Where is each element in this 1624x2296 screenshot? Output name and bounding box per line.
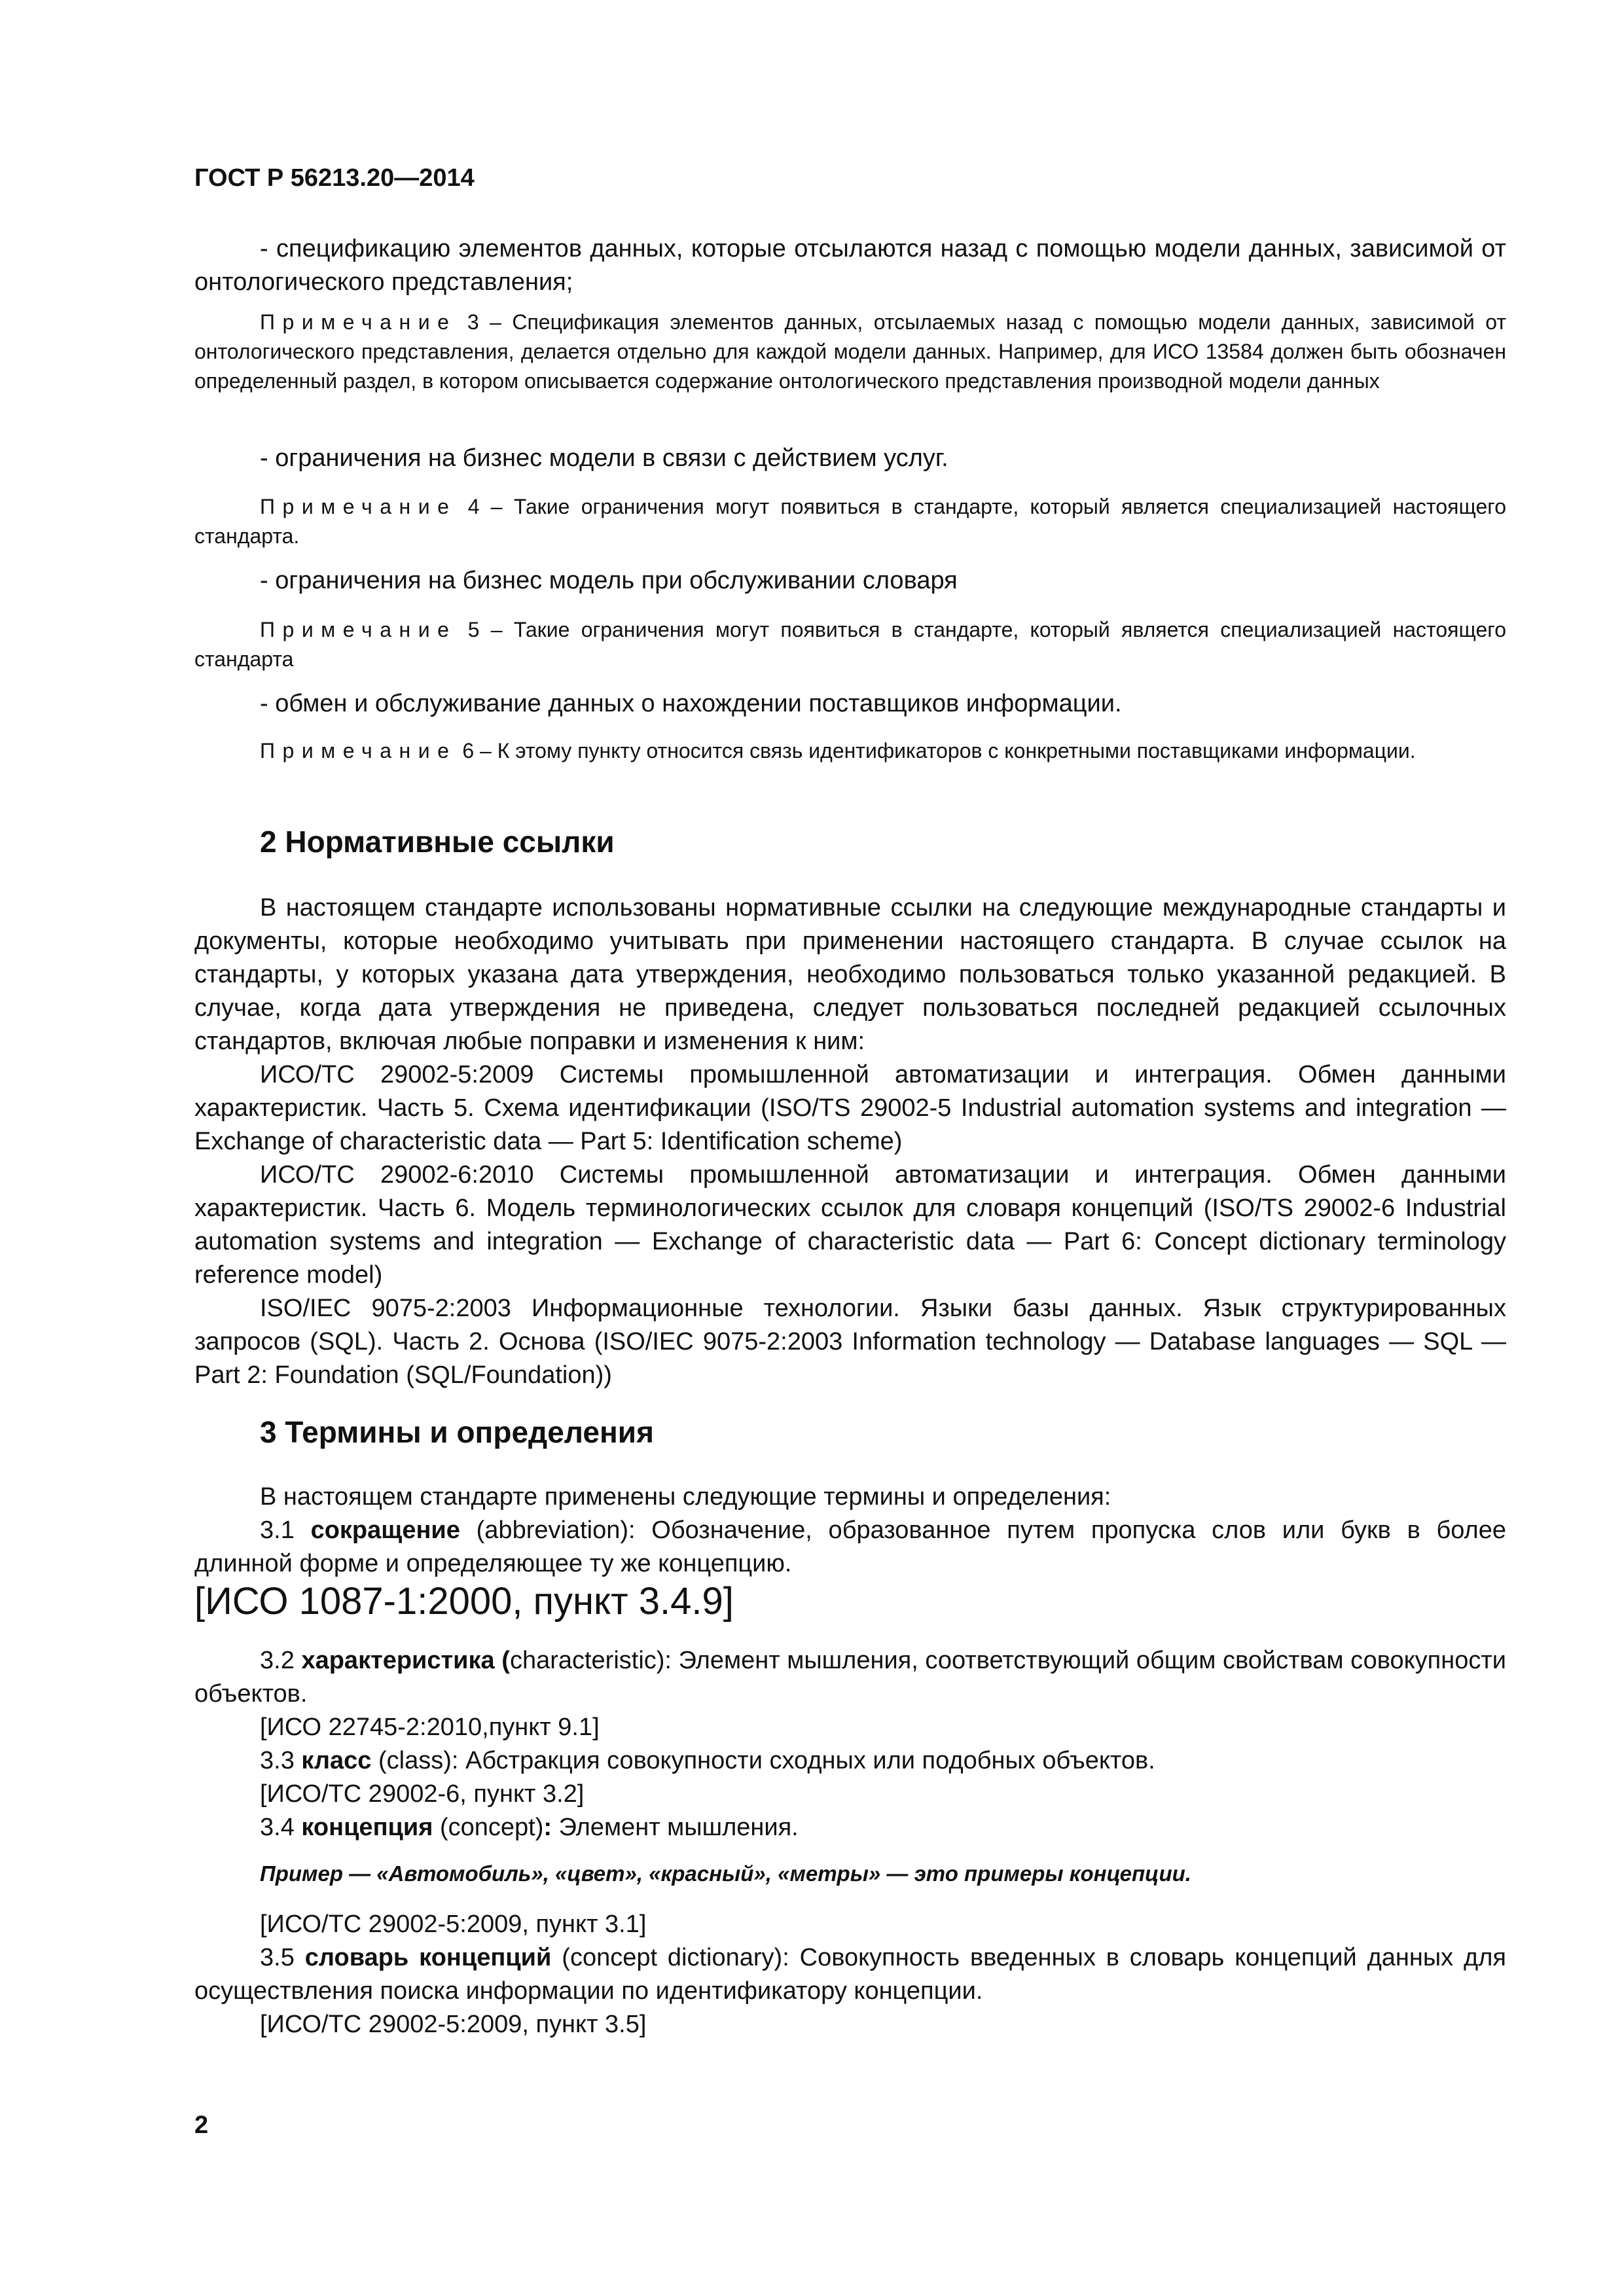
term-number: 3.1 [260, 1516, 311, 1544]
term-colon: : [543, 1814, 552, 1841]
term-3-4-source: [ИСО/ТС 29002-5:2009, пункт 3.1] [260, 1910, 647, 1938]
list-item-business-services: - ограничения на бизнес модели в связи с действием услуг. [260, 444, 948, 472]
term-3-3 [194, 1744, 1506, 1778]
list-item-business-dictionary: - ограничения на бизнес модель при обслуживании словаря [260, 567, 958, 594]
term-3-5 [194, 1941, 1506, 2008]
note-label: Примечание [260, 495, 457, 518]
page-number: 2 [194, 2111, 209, 2139]
term-3-2-source: [ИСО 22745-2:2010,пункт 9.1] [260, 1713, 600, 1741]
term-name: характеристика ( [301, 1647, 510, 1674]
term-3-5-source: [ИСО/ТС 29002-5:2009, пункт 3.5] [260, 2011, 647, 2038]
reference-item: ИСО/ТС 29002-6:2010 Системы промышленной автоматизации и интеграция. Обмен данными характеристик. Часть 6. Модель терминологических ссылок для словаря концепций (ISO/TS 29002-6 Industrial automation systems and integration — Exchange of characteristic data — Part 6: Concept dictionary terminology reference model) [194, 1161, 1506, 1289]
term-definition-open: (concept) [433, 1814, 544, 1841]
term-number: 3.2 [260, 1647, 302, 1674]
list-item-data-spec: - спецификацию элементов данных, которые отсылаются назад с помощью модели данных, зависимой от онтологического представления; [194, 235, 1506, 296]
note-5 [194, 615, 1506, 674]
reference-item: ИСО/ТС 29002-5:2009 Системы промышленной автоматизации и интеграция. Обмен данными характеристик. Часть 5. Схема идентификации (ISO/TS 29002-5 Industrial automation systems and integration — Exchange of characteristic data — Part 5: Identification scheme) [194, 1061, 1506, 1155]
term-name: сокращение [310, 1516, 460, 1544]
term-3-4 [194, 1811, 1506, 1844]
standard-code: ГОСТ Р 56213.20—2014 [194, 164, 475, 192]
reference-item: ISO/IEC 9075-2:2003 Информационные технологии. Языки базы данных. Язык структурированных запросов (SQL). Часть 2. Основа (ISO/IEC 9075-2:2003 Information technology — Database languages — SQL — Part 2: Foundation (SQL/Foundation)) [194, 1295, 1506, 1389]
section-3-intro: В настоящем стандарте применены следующие термины и определения: [260, 1483, 1111, 1511]
section-3-heading: 3 Термины и определения [260, 1415, 654, 1449]
term-3-2 [194, 1644, 1506, 1711]
list-item-suppliers-data: - обмен и обслуживание данных о нахождении поставщиков информации. [260, 690, 1122, 717]
term-definition: (concept dictionary): Совокупность введенных в словарь концепций данных для осуществления поиска информации по идентификатору концепции. [194, 1944, 1506, 2005]
term-3-3-source: [ИСО/ТС 29002-6, пункт 3.2] [260, 1780, 585, 1808]
term-number: 3.4 [260, 1814, 302, 1841]
term-3-1-source: [ИСО 1087-1:2000, пункт 3.4.9] [194, 1580, 734, 1623]
note-text: 6 – К этому пункту относится связь идентификаторов с конкретными поставщиками информации. [456, 739, 1416, 762]
note-4 [194, 492, 1506, 551]
term-name: словарь концепций [304, 1944, 552, 1971]
note-text: 4 – Такие ограничения могут появиться в стандарте, который является специализацией настоящего стандарта. [194, 495, 1506, 548]
note-text: 5 – Такие ограничения могут появиться в стандарте, который является специализацией настоящего стандарта [194, 618, 1506, 671]
note-3 [194, 308, 1506, 396]
term-3-1 [194, 1514, 1506, 1581]
term-definition: characteristic): Элемент мышления, соответствующий общим свойствам совокупности объектов. [194, 1647, 1507, 1708]
note-6 [194, 736, 1506, 766]
term-number: 3.3 [260, 1747, 302, 1774]
term-3-4-example: Пример — «Автомобиль», «цвет», «красный», «метры» — это примеры концепции. [260, 1861, 1191, 1886]
note-label: Примечание [260, 618, 457, 641]
term-name: класс [301, 1747, 372, 1774]
term-definition: Элемент мышления. [552, 1814, 799, 1841]
section-2-intro: В настоящем стандарте использованы нормативные ссылки на следующие международные стандарты и документы, которые необходимо учитывать при применении настоящего стандарта. В случае ссылок на стандарты, у которых указана дата утверждения, необходимо пользоваться только указанной редакцией. В случае, когда дата утверждения не приведена, следует пользоваться последней редакцией ссылочных стандартов, включая любые поправки и изменения к ним: [194, 894, 1506, 1055]
term-name: концепция [301, 1814, 433, 1841]
note-text: 3 – Спецификация элементов данных, отсылаемых назад с помощью модели данных, зависимой от онтологического представления, делается отдельно для каждой модели данных. Например, для ИСО 13584 должен быть обозначен определенный раздел, в котором описывается содержание онтологического представления производной модели данных [194, 310, 1506, 393]
term-number: 3.5 [260, 1944, 305, 1971]
section-2-heading: 2 Нормативные ссылки [260, 825, 615, 859]
note-label: Примечание [260, 310, 457, 334]
note-label: Примечание [260, 739, 457, 762]
normative-references [194, 1058, 1506, 1392]
term-definition: (abbreviation): Обозначение, образованное путем пропуска слов или букв в более длинной форме и определяющее ту же концепцию. [194, 1516, 1507, 1577]
term-definition: (class): Абстракция совокупности сходных или подобных объектов. [371, 1747, 1155, 1774]
